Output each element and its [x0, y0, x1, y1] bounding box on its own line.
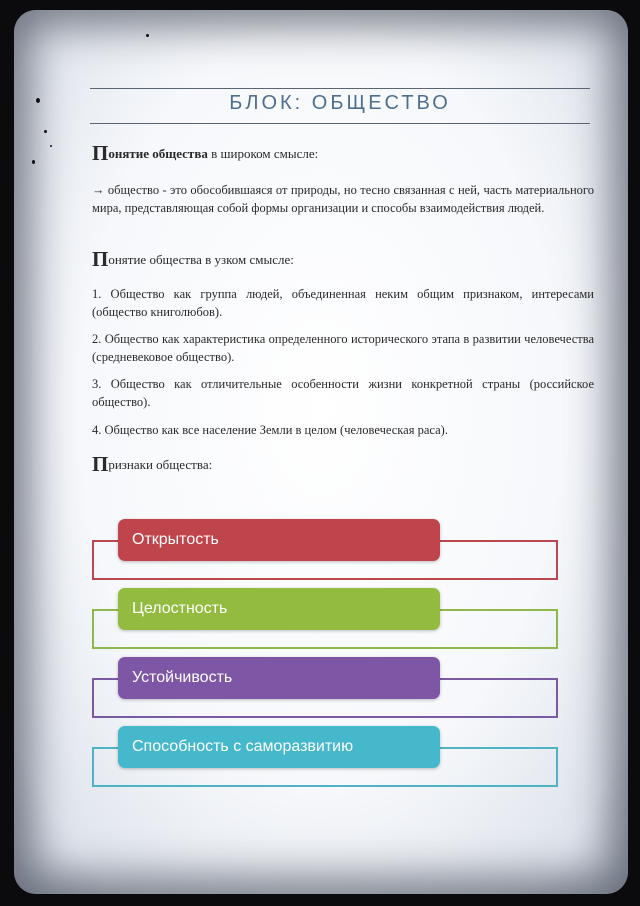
sign-stability: Устойчивость	[118, 657, 440, 699]
ink-speck	[50, 145, 52, 147]
narrow-item-4: 4. Общество как все население Земли в целом (человеческая раса).	[92, 423, 448, 437]
signs-heading	[92, 452, 572, 476]
ink-speck	[146, 34, 149, 37]
drop-cap: П	[92, 141, 109, 165]
drop-cap: П	[92, 452, 109, 476]
ink-speck	[44, 130, 47, 133]
broad-heading-bold: онятие общества	[108, 146, 208, 161]
sign-integrity: Целостность	[118, 588, 440, 630]
sign-self-development: Способность с саморазвитию	[118, 726, 440, 768]
narrow-item-1: 1. Общество как группа людей, объединенная неким общим признаком, интересами (общество книголюбов).	[92, 287, 594, 319]
title-rule-top	[90, 88, 590, 89]
document-page	[14, 10, 628, 894]
drop-cap: П	[92, 247, 109, 271]
broad-heading	[92, 141, 572, 165]
narrow-heading	[92, 247, 572, 271]
page-title: БЛОК: ОБЩЕСТВО	[229, 92, 451, 114]
sign-openness: Открытость	[118, 519, 440, 561]
narrow-item-2: 2. Общество как характеристика определенного исторического этапа в развитии человечества (средневековое общество).	[92, 332, 594, 364]
broad-definition: → общество - это обособившаяся от природы, но тесно связанная с ней, часть материального мира, представляющая собой формы организации и способы взаимодействия людей.	[92, 183, 594, 215]
ink-speck	[36, 98, 40, 103]
ink-speck	[32, 160, 35, 164]
narrow-item-3: 3. Общество как отличительные особенности жизни конкретной страны (российское общество).	[92, 377, 594, 409]
signs-heading-rest: ризнаки общества:	[108, 457, 213, 472]
title-rule-bottom	[90, 123, 590, 124]
broad-heading-rest: в широком смысле:	[207, 146, 319, 161]
narrow-heading-rest: онятие общества в узком смысле:	[108, 252, 294, 267]
